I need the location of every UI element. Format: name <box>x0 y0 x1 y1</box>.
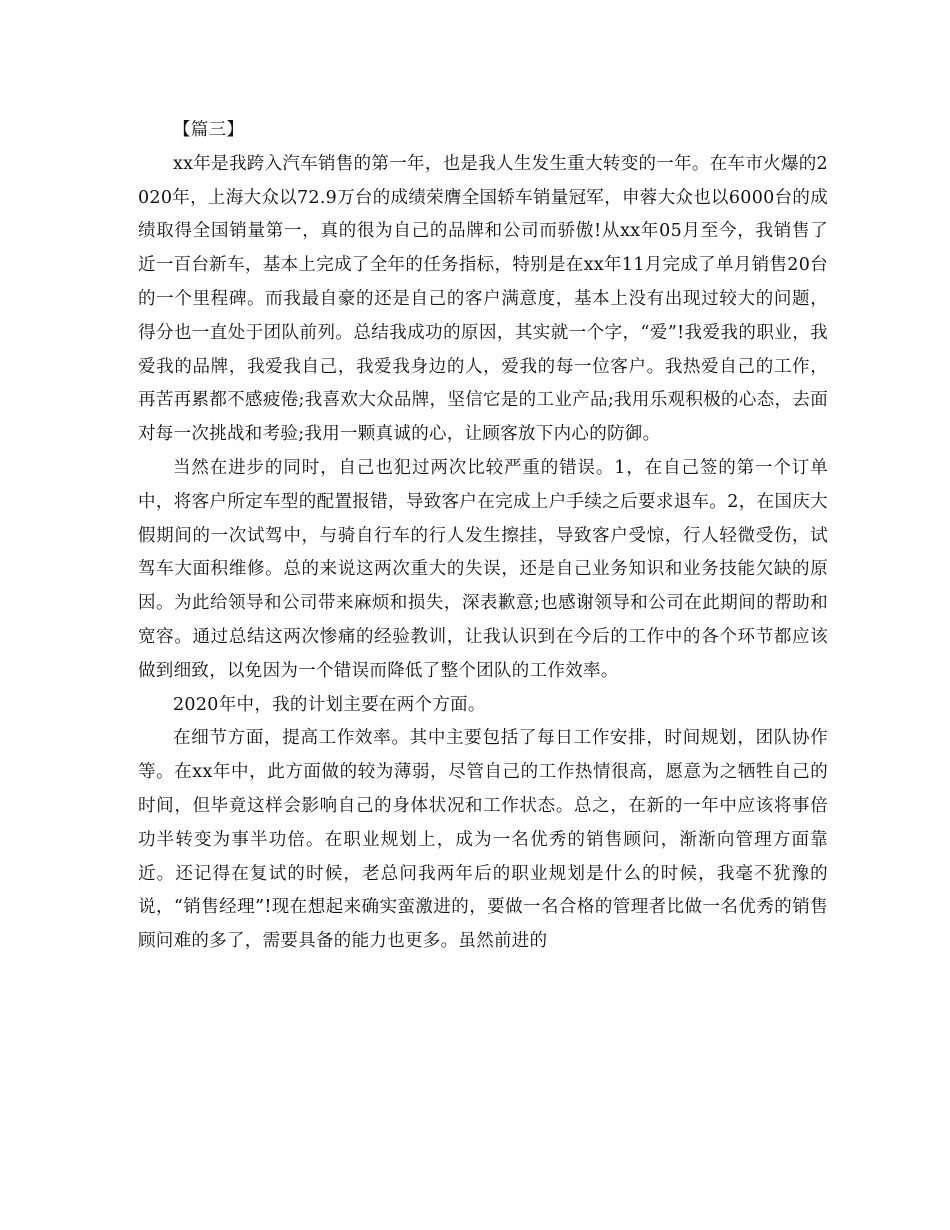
document-page <box>138 114 828 959</box>
paragraph-3: 2020年中，我的计划主要在两个方面。 <box>173 694 486 715</box>
paragraph-4: 在细节方面，提高工作效率。其中主要包括了每日工作安排，时间规划，团队协作等。在xx年中，此方面做的较为薄弱，尽管自己的工作热情很高，愿意为之牺牲自己的时间，但毕竟这样会影响自己的身体状况和工作状态。总之，在新的一年中应该将事倍功半转变为事半功倍。在职业规划上，成为一名优秀的销售顾问，渐渐向管理方面靠近。还记得在复试的时候，老总问我两年后的职业规划是什么的时候，我毫不犹豫的说，“销售经理”!现在想起来确实蛮激进的，要做一名合格的管理者比做一名优秀的销售顾问难的多了，需要具备的能力也更多。虽然前进的 <box>138 728 828 952</box>
paragraph-1: xx年是我跨入汽车销售的第一年，也是我人生发生重大转变的一年。在车市火爆的2020年，上海大众以72.9万台的成绩荣膺全国轿车销量冠军，申蓉大众也以6000台的成绩取得全国销量第一，真的很为自己的品牌和公司而骄傲!从xx年05月至今，我销售了近一百台新车，基本上完成了全年的任务指标，特别是在xx年11月完成了单月销售20台的一个里程碑。而我最自豪的还是自己的客户满意度，基本上没有出现过较大的问题，得分也一直处于团队前列。总结我成功的原因，其实就一个字，“爱”!我爱我的职业，我爱我的品牌，我爱我自己，我爱我身边的人，爱我的每一位客户。我热爱自己的工作，再苦再累都不感疲倦;我喜欢大众品牌，坚信它是的工业产品;我用乐观积极的心态，去面对每一次挑战和考验;我用一颗真诚的心，让顾客放下内心的防御。 <box>138 153 828 445</box>
paragraph-2: 当然在进步的同时，自己也犯过两次比较严重的错误。1，在自己签的第一个订单中，将客户所定车型的配置报错，导致客户在完成上户手续之后要求退车。2，在国庆大假期间的一次试驾中，与骑自行车的行人发生擦挂，导致客户受惊，行人轻微受伤，试驾车大面积维修。总的来说这两次重大的失误，还是自己业务知识和业务技能欠缺的原因。为此给领导和公司带来麻烦和损失，深表歉意;也感谢领导和公司在此期间的帮助和宽容。通过总结这两次惨痛的经验教训，让我认识到在今后的工作中的各个环节都应该做到细致，以免因为一个错误而降低了整个团队的工作效率。 <box>138 457 828 681</box>
section-heading: 【篇三】 <box>173 120 245 140</box>
